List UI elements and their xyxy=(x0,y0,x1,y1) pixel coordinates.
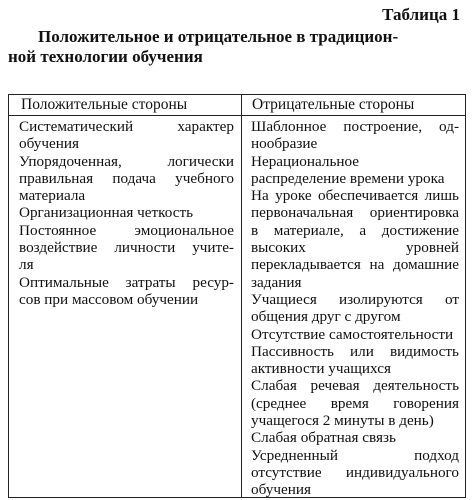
table-caption xyxy=(8,27,464,67)
negative-item-line: первоначальная ориентировка xyxy=(251,204,459,222)
negative-item-line: отсутствие индивидуального xyxy=(251,463,459,481)
negative-item-line: высоких уровней xyxy=(251,239,459,257)
negative-item xyxy=(251,447,459,499)
negative-item xyxy=(251,291,459,326)
positive-item-line: Упорядоченная, логически xyxy=(19,152,234,170)
positive-item-line: обучения xyxy=(19,135,79,153)
positive-item-line: Систематический характер xyxy=(19,118,234,135)
negative-item xyxy=(251,118,459,153)
positive-item-line: материала xyxy=(19,187,86,205)
negative-item xyxy=(251,377,459,429)
header-negative: Отрицательные стороны xyxy=(252,96,415,113)
positive-item xyxy=(19,274,234,309)
positive-item-line: воздействие личности учите- xyxy=(19,239,234,257)
caption-line-1: Положительное и отрицательное в традицион- xyxy=(38,27,399,46)
negative-item-line: Слабая обратная связь xyxy=(251,429,396,447)
negative-item-line: учащегося 2 минуты в день) xyxy=(251,412,434,430)
negative-item-line: Слабая речевая деятельность xyxy=(251,377,459,395)
comparison-table xyxy=(8,94,466,498)
header-positive: Положительные стороны xyxy=(21,96,188,113)
negative-item-line: активности учащихся xyxy=(251,360,391,378)
negative-item-line: перекладывается на домашние xyxy=(251,256,459,274)
positive-item-line: ля xyxy=(19,256,34,274)
column-divider xyxy=(241,95,242,497)
positive-item-line: Оптимальные затраты ресур- xyxy=(19,273,234,291)
negative-column xyxy=(251,118,459,499)
negative-item-line: нообразие xyxy=(251,135,318,153)
header-divider xyxy=(9,115,465,116)
negative-item-line: распределение времени урока xyxy=(251,169,445,187)
positive-item xyxy=(19,153,234,205)
negative-item-line: общения друг с другом xyxy=(251,308,401,326)
negative-item-line: Нерациональное xyxy=(251,152,360,170)
table-number: Таблица 1 xyxy=(382,5,460,24)
positive-item-line: сов при массовом обучении xyxy=(19,290,199,308)
positive-item-line: правильная подача учебного xyxy=(19,169,234,187)
negative-item xyxy=(251,343,459,378)
negative-item-line: Учащиеся изолируются от xyxy=(251,290,459,308)
negative-item-line: Усредненный подход xyxy=(251,446,459,464)
negative-item xyxy=(251,429,459,446)
negative-item-line: (среднее время говорения xyxy=(251,394,459,412)
positive-item xyxy=(19,204,234,221)
negative-item-line: На уроке обеспечивается лишь xyxy=(251,187,459,205)
negative-item xyxy=(251,187,459,291)
negative-item-line: Пассивность или видимость xyxy=(251,342,459,360)
caption-line-2: ной технологии обучения xyxy=(8,47,203,66)
negative-item-line: задания xyxy=(251,273,302,291)
positive-column xyxy=(19,118,234,308)
negative-item xyxy=(251,153,459,188)
positive-item xyxy=(19,222,234,274)
positive-item-line: Постоянное эмоциональное xyxy=(19,221,234,239)
negative-item xyxy=(251,326,459,343)
negative-item-line: обучения xyxy=(251,481,311,499)
negative-item-line: Шаблонное построение, од- xyxy=(251,118,459,135)
negative-item-line: в материале, а достижение xyxy=(251,221,459,239)
positive-item xyxy=(19,118,234,153)
positive-item-line: Организационная четкость xyxy=(19,204,194,222)
negative-item-line: Отсутствие самостоятельности xyxy=(251,325,454,343)
